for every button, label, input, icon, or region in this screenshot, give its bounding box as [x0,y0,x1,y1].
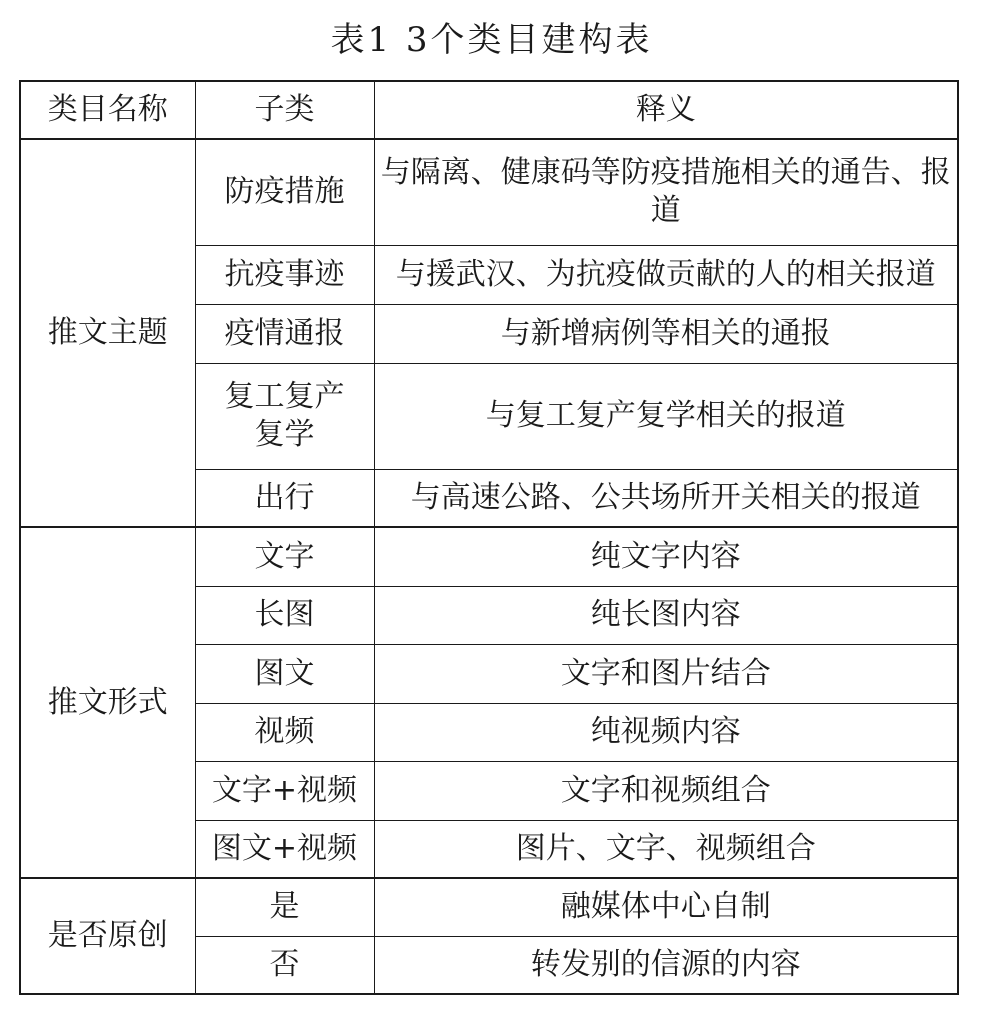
definition-cell: 纯视频内容 [374,703,958,761]
definition-cell: 文字和图片结合 [374,644,958,703]
category-cell: 是否原创 [20,878,195,994]
category-cell: 推文主题 [20,139,195,527]
header-definition: 释义 [374,81,958,139]
subcategory-cell: 疫情通报 [195,304,374,363]
definition-cell: 与隔离、健康码等防疫措施相关的通告、报道 [374,139,958,245]
header-row [20,81,958,139]
subcategory-cell: 视频 [195,703,374,761]
subcategory-cell: 防疫措施 [195,139,374,245]
subcategory-cell: 复工复产复学 [195,363,374,469]
definition-cell: 与新增病例等相关的通报 [374,304,958,363]
subcategory-cell: 是 [195,878,374,936]
table-caption: 表1 3个类目建构表 [330,20,653,60]
definition-cell: 融媒体中心自制 [374,878,958,936]
category-table [19,80,959,995]
definition-cell: 转发别的信源的内容 [374,936,958,994]
subcategory-cell: 文字+视频 [195,761,374,820]
subcategory-cell: 出行 [195,469,374,527]
table-row [20,878,958,936]
header-subcategory: 子类 [195,81,374,139]
table-row [20,527,958,586]
definition-cell: 与高速公路、公共场所开关相关的报道 [374,469,958,527]
subcategory-cell: 否 [195,936,374,994]
header-category: 类目名称 [20,81,195,139]
subcategory-cell: 抗疫事迹 [195,245,374,304]
definition-cell: 文字和视频组合 [374,761,958,820]
subcategory-cell: 文字 [195,527,374,586]
category-cell: 推文形式 [20,527,195,878]
definition-cell: 与复工复产复学相关的报道 [374,363,958,469]
subcategory-cell: 图文 [195,644,374,703]
definition-cell: 纯文字内容 [374,527,958,586]
definition-cell: 纯长图内容 [374,586,958,644]
subcategory-cell: 长图 [195,586,374,644]
definition-cell: 图片、文字、视频组合 [374,820,958,878]
table-row [20,139,958,245]
definition-cell: 与援武汉、为抗疫做贡献的人的相关报道 [374,245,958,304]
subcategory-cell: 图文+视频 [195,820,374,878]
